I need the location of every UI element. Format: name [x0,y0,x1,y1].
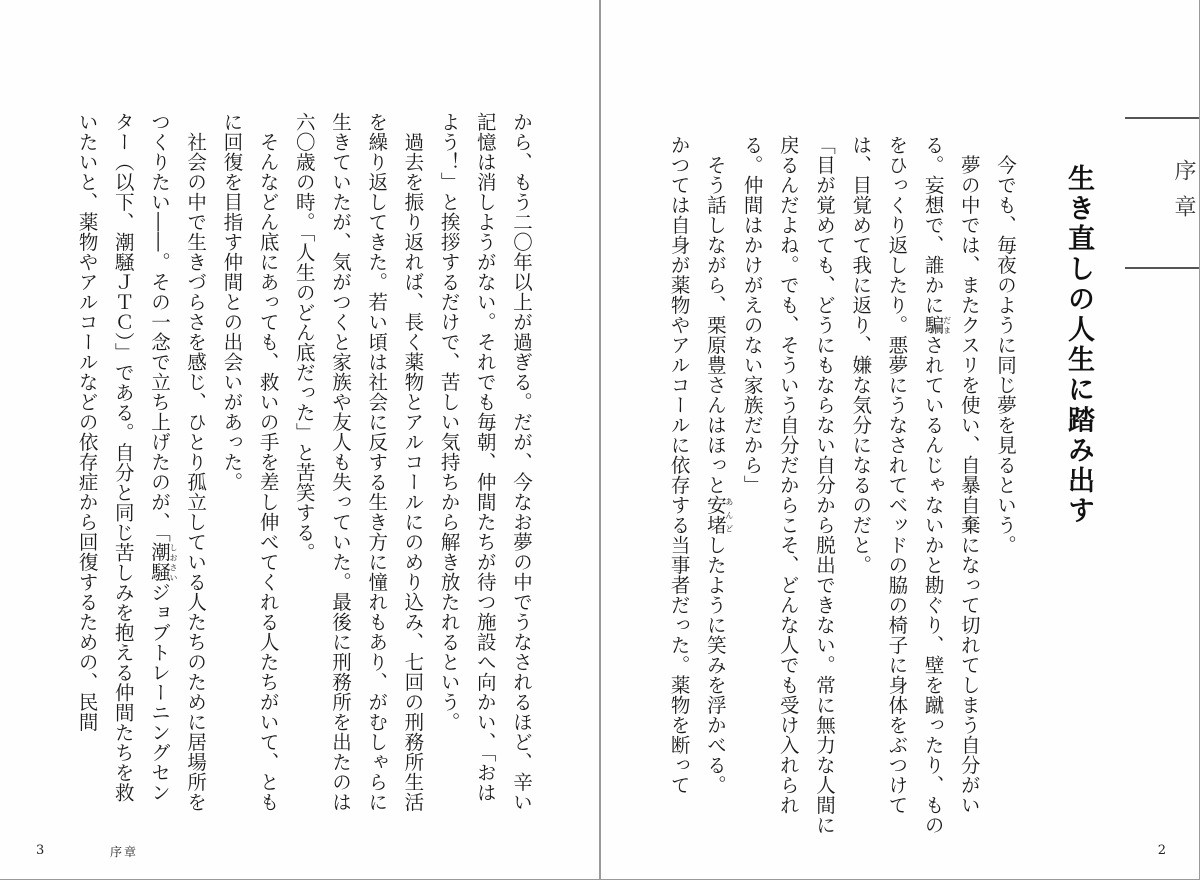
page-number: 3 [36,843,45,858]
chapter-label-box [1125,117,1199,269]
left-page-body [59,112,539,812]
ruby-base: 安堵 [703,494,727,535]
ruby-term [703,494,734,535]
right-page-body [667,135,1023,835]
text-segment: したように笑みを浮かべる。 [703,534,727,795]
paragraph [697,135,734,835]
paragraph [68,112,213,812]
text-segment: そう話しながら、栗原豊さんはほっと [703,154,727,495]
paragraph: 「目が覚めても、どうにもならない自分から脱出できない。常に無力な人間に戻るんだよね。でも、そういう自分だからこそ、どんな人でも受け入れられる。仲間はかけがえのない家族だから」 [740,135,836,835]
ruby-term [921,315,952,335]
page-number: 2 [1157,843,1166,858]
left-page [0,0,600,880]
ruby-base: 潮騒 [147,542,171,583]
ruby-base: 騙 [921,315,945,335]
running-head: 序章 [110,845,139,859]
chapter-label: 序章 [1171,159,1196,231]
paragraph [842,135,987,835]
text-segment: ジョブトレーニングセンター（以下、潮騒ＪＴＣ）」である。自分と同じ苦しみを抱える仲間たちを救いたいと、薬物やアルコールなどの依存症から回復するための、民間 [75,112,171,803]
ruby-reading: しおさい [168,542,178,583]
paragraph: かつては自身が薬物やアルコールに依存する当事者だった。薬物を断って [667,135,691,795]
ruby-reading: あんど [724,494,734,535]
text-segment: されているんじゃないかと勘ぐり、壁を蹴ったり、ものをひっくり返したり。悪夢にうなされてベッドの脇の椅子に身体をぶつけては、目覚めて我に返り、嫌な気分になるのだと。 [849,135,945,835]
ruby-reading: だま [942,315,952,335]
chapter-title: 生き直しの人生に踏み出す [1063,164,1094,527]
right-page [600,0,1200,880]
paragraph: そんなどん底にあっても、救いの手を差し伸べてくれる人たちがいて、ともに回復を目指す仲間との出会いがあった。 [220,112,280,812]
paragraph: 今でも、毎夜のように同じ夢を見るという。 [994,154,1017,555]
ruby-term [147,542,178,583]
text-segment: 夢の中では、またクスリを使い、自暴自棄になって切れてしまう自分がいる。妄想で、誰かに [921,135,981,815]
text-segment: 社会の中で生きづらさを感じ、ひとり孤立している人たちのために居場所をつくりたい――。その一念で立ち上げたのが、「 [147,112,208,812]
paragraph: 過去を振り返れば、長く薬物とアルコールにのめり込み、七回の刑務所生活を繰り返してきた。若い頃は社会に反する生き方に憧れもあり、がむしゃらに生きていたが、気がつくと家族や友人も失っていた。最後に刑務所を出たのは六〇歳の時。「人生のどん底だった」と苦笑する。 [292,112,425,812]
paragraph: から、もう二〇年以上が過ぎる。だが、今なお夢の中でうなされるほど、辛い記憶は消しようがない。それでも毎朝、仲間たちが待つ施設へ向かい、「おはよう！」と挨拶するだけで、苦しい気持ちから解き放たれるという。 [437,112,533,812]
